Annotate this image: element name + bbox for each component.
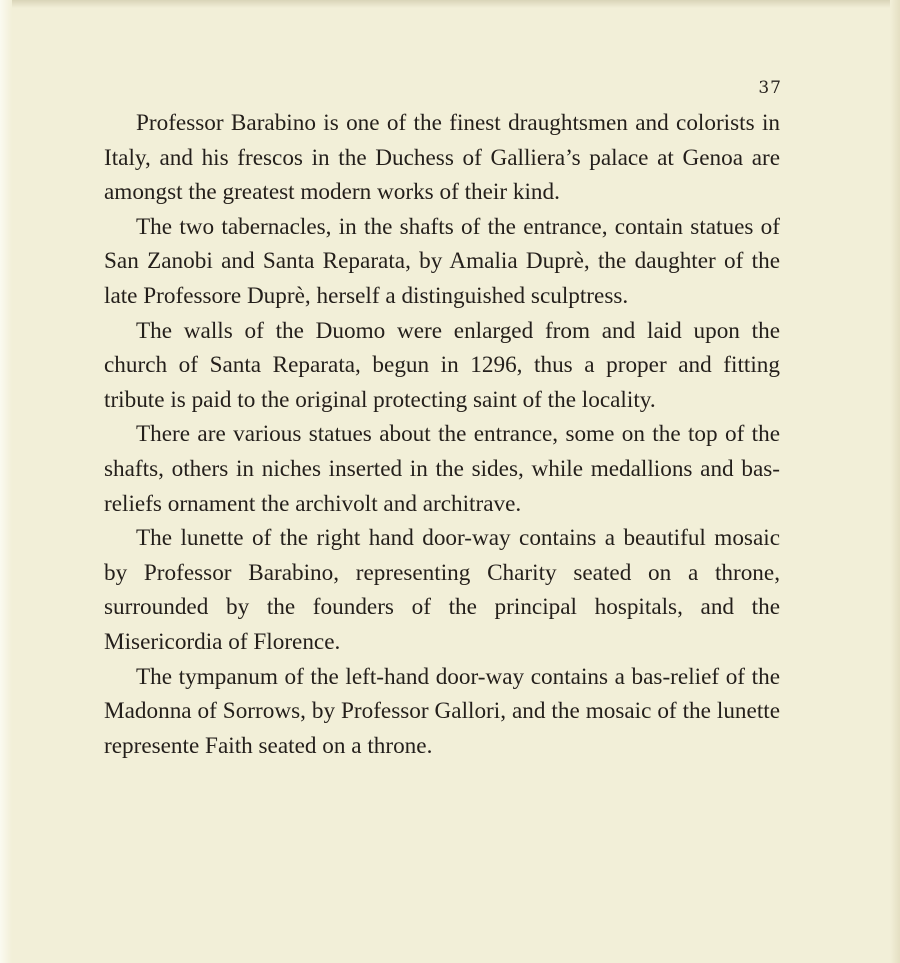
page-left-edge bbox=[0, 0, 12, 963]
page-number: 37 bbox=[758, 78, 782, 98]
paragraph-right-lunette: The lunette of the right hand door-way contains a beautiful mosaic by Professor Barabino, representing Charity seated on a throne, surrounded by the founders of the principal hospitals, and the Misericordia of Florence. bbox=[104, 525, 780, 655]
paragraph-barabino: Professor Barabino is one of the finest draughtsmen and colorists in Italy, and his frescos in the Duchess of Galliera’s palace at Genoa are amongst the greatest modern works of their kind. bbox=[104, 110, 780, 206]
paragraph-statues: There are various statues about the entrance, some on the top of the shafts, others in niches inserted in the sides, while medallions and bas-reliefs ornament the archivolt and architrave. bbox=[104, 421, 780, 517]
body-text bbox=[104, 106, 780, 763]
paragraph-tabernacles: The two tabernacles, in the shafts of the entrance, contain statues of San Zanobi and Santa Reparata, by Amalia Duprè, the daughter of the late Professore Duprè, herself a distinguished sculptress. bbox=[104, 213, 780, 309]
paragraph-left-tympanum: The tympanum of the left-hand door-way contains a bas-relief of the Madonna of Sorrows, by Professor Gallori, and the mosaic of the lunette represente Faith seated on a throne. bbox=[104, 663, 780, 759]
paragraph-duomo-walls: The walls of the Duomo were enlarged from and laid upon the church of Santa Reparata, begun in 1296, thus a proper and fitting tribute is paid to the original protecting saint of the locality. bbox=[104, 317, 780, 413]
page-top-edge bbox=[0, 0, 900, 8]
page-right-edge bbox=[890, 0, 900, 963]
